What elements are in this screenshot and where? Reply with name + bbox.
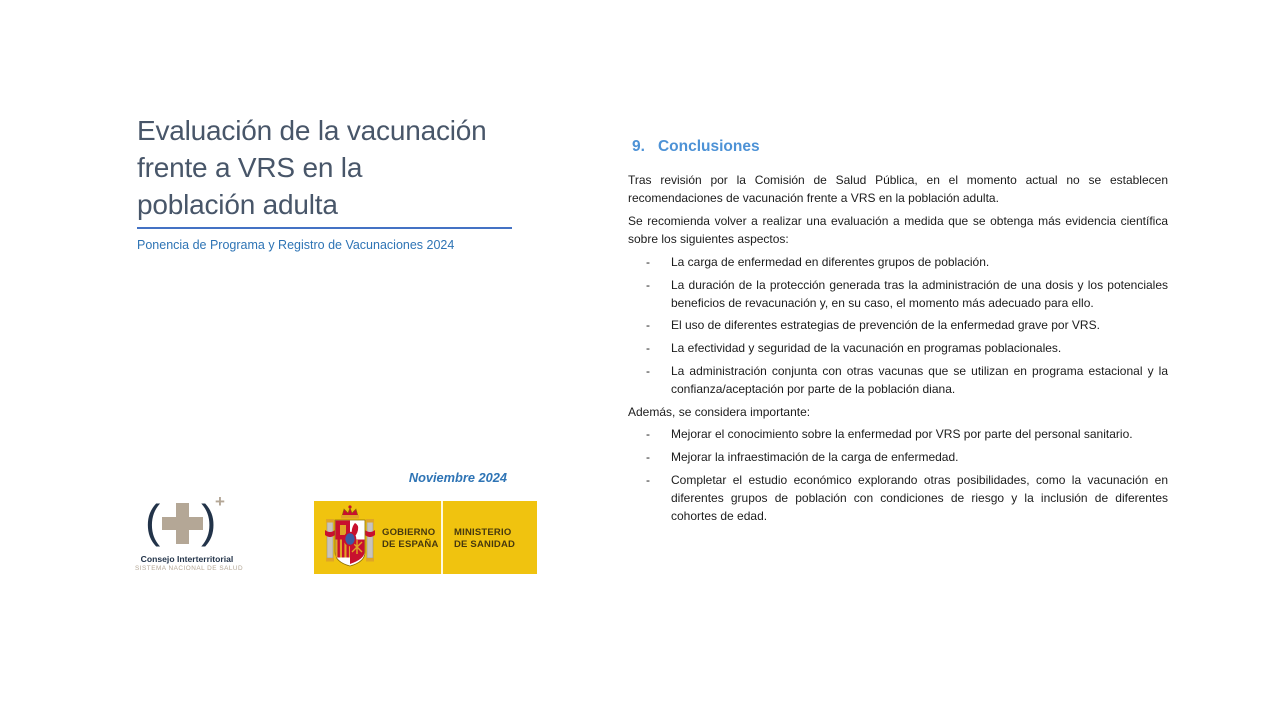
spain-coat-of-arms-icon <box>325 504 375 571</box>
gobierno-line1: GOBIERNO <box>382 527 436 538</box>
bullet-item <box>628 471 1168 526</box>
plus-icon: + <box>215 492 225 511</box>
bullet-list <box>628 425 1168 525</box>
slide-title-line: población adulta <box>137 189 338 220</box>
paragraph: Tras revisión por la Comisión de Salud Pública, en el momento actual no se establecen recomendaciones de vacunación frente a VRS en la población adulta. <box>628 173 1168 206</box>
bullet-item <box>628 339 1168 357</box>
slide-date: Noviembre 2024 <box>408 470 507 485</box>
section-heading <box>628 137 1168 156</box>
paragraph: Se recomienda volver a realizar una evaluación a medida que se obtenga más evidencia científica sobre los siguientes aspectos: <box>628 213 1168 247</box>
bullet-dash: - <box>646 427 650 442</box>
gobierno-espana-logo <box>314 501 537 574</box>
bullet-item <box>628 316 1168 334</box>
slide-title-line: frente a VRS en la <box>137 152 363 183</box>
bullet-text: La administración conjunta con otras vacunas que se utilizan en programa estacional y la confianza/aceptación por parte de la población diana. <box>671 363 1168 397</box>
bullet-dash: - <box>646 363 650 378</box>
ministerio-line1: MINISTERIO <box>454 527 512 538</box>
consejo-subname: SISTEMA NACIONAL DE SALUD <box>135 565 244 572</box>
gobierno-label <box>382 527 439 550</box>
logo-divider <box>441 501 443 574</box>
bullet-text: La carga de enfermedad en diferentes grupos de población. <box>671 254 990 269</box>
bullet-list <box>628 253 1168 398</box>
bullet-dash: - <box>646 318 650 333</box>
ministerio-label <box>454 527 515 550</box>
bullet-item <box>628 276 1168 312</box>
paragraph: Además, se considera importante: <box>628 404 811 419</box>
consejo-cross-icon <box>145 492 229 550</box>
heading-number: 9. <box>632 138 645 155</box>
paren-left-glyph: ( <box>145 495 161 547</box>
bullet-item <box>628 448 1168 466</box>
paren-right-glyph: ) <box>201 495 217 547</box>
bullet-text: Completar el estudio económico explorando otras posibilidades, como la vacunación en diferentes grupos de población con condiciones de riesgo y la inclusión de diferentes cohortes de edad. <box>671 472 1168 524</box>
bullet-dash: - <box>646 254 650 269</box>
consejo-name: Consejo Interterritorial <box>140 554 234 564</box>
ministerio-line2: DE SANIDAD <box>454 538 516 550</box>
consejo-interterritorial-logo <box>135 492 244 572</box>
bullet-text: Mejorar el conocimiento sobre la enfermedad por VRS por parte del personal sanitario. <box>671 427 1133 442</box>
conclusions-section <box>628 137 1168 530</box>
bullet-dash: - <box>646 450 650 465</box>
bullet-item <box>628 253 1168 271</box>
slide-title <box>137 112 517 223</box>
heading-text: Conclusiones <box>657 138 760 155</box>
bullet-dash: - <box>646 472 650 487</box>
cover-section <box>137 112 517 252</box>
bullet-item <box>628 362 1168 398</box>
slide-subtitle: Ponencia de Programa y Registro de Vacunaciones 2024 <box>137 238 455 252</box>
bullet-text: La efectividad y seguridad de la vacunación en programas poblacionales. <box>671 341 1062 356</box>
bullet-text: El uso de diferentes estrategias de prevención de la enfermedad grave por VRS. <box>671 318 1100 333</box>
bullet-dash: - <box>646 341 650 356</box>
slide-title-line: Evaluación de la vacunación <box>137 115 487 146</box>
bullet-text: La duración de la protección generada tras la administración de una dosis y los potenciales beneficios de revacunación y, en su caso, el momento más adecuado para ello. <box>671 277 1168 310</box>
gobierno-line2: DE ESPAÑA <box>382 538 439 550</box>
bullet-item <box>628 425 1168 443</box>
bullet-text: Mejorar la infraestimación de la carga de enfermedad. <box>671 450 959 465</box>
title-rule <box>137 227 512 229</box>
bullet-dash: - <box>646 277 650 292</box>
cross-icon <box>162 517 203 530</box>
